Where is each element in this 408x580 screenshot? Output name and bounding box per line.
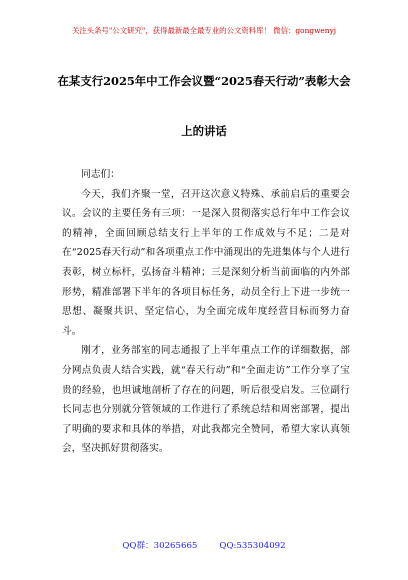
- paragraph-2: 刚才，业务部室的同志通报了上半年重点工作的详细数据，部分网点负责人结合实践，就“春天行动”和“全面走访”工作分享了宝贵的经验，也坦诚地剖析了存在的问题，听后很受启发。三位副行长同志也分别就分管领域的工作进行了系统总结和周密部署，提出了明确的要求和具体的举措，对此我都完全赞同，希望大家认真领会，坚决抓好贯彻落实。: [62, 345, 350, 455]
- greeting: 同志们：: [81, 169, 120, 180]
- contact-footer: [0, 540, 408, 552]
- promo-banner: 关注头条号"公文研究"，获得最新最全最专业的公文资料库！ 微信：gongwenyj: [71, 26, 337, 35]
- qq-group: QQ群：30265665: [122, 541, 198, 551]
- paragraph-1: 今天，我们齐聚一堂，召开这次意义特殊、承前启后的重要会议。会议的主要任务有三项：一是深入贯彻落实总行年中工作会议的精神，全面回顾总结支行上半年的工作成效与不足；二是对在“2025春天行动”和各项重点工作中涌现出的先进集体与个人进行表彰，树立标杆，弘扬奋斗精神；三是深刻分析当前面临的内外部形势，精准部署下半年的各项目标任务，动员全行上下进一步统一思想、凝聚共识、坚定信心，为全面完成年度经营目标而努力奋斗。: [62, 188, 350, 337]
- qq-contact: QQ:535304092: [219, 541, 286, 551]
- speech-body: [62, 165, 350, 459]
- document-title-continued: 上的讲话: [181, 124, 227, 138]
- document-title: 在某支行2025年中工作会议暨“2025春天行动”表彰大会: [57, 74, 351, 88]
